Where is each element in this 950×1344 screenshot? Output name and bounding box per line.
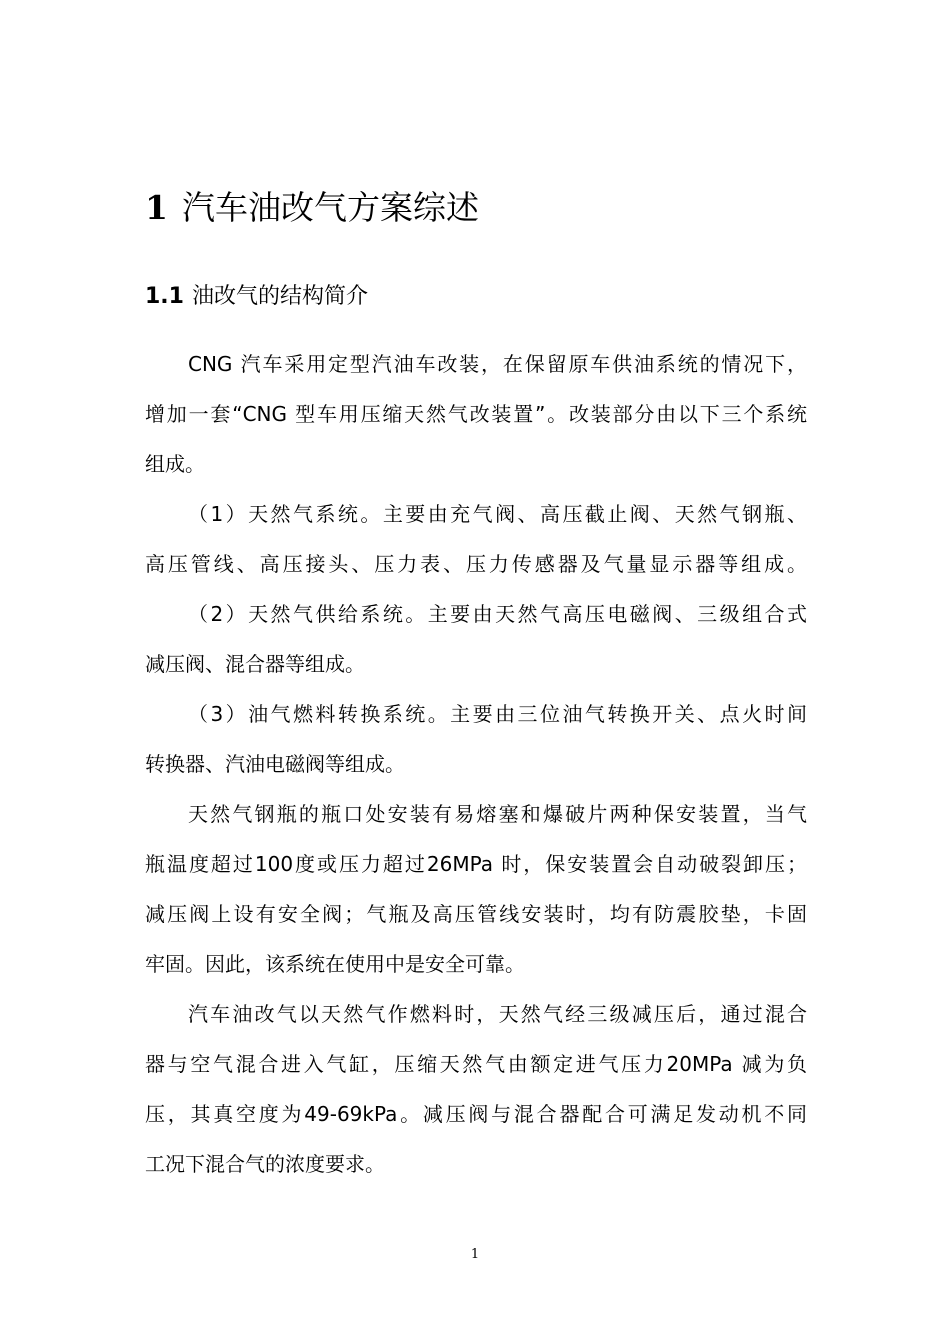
text-line: 减压阀、混合器等组成。: [145, 652, 365, 676]
section-title: 油改气的结构简介: [191, 284, 368, 309]
text-line: 转换器、汽油电磁阀等组成。: [145, 752, 405, 776]
page-number: 1: [470, 1247, 480, 1262]
section-heading: [145, 281, 368, 313]
text-line: 高压管线、高压接头、压力表、压力传感器及气量显示器等组成。: [145, 552, 807, 576]
text-line: 天然气钢瓶的瓶口处安装有易熔塞和爆破片两种保安装置，当气: [188, 802, 807, 826]
text-line: 减压阀上设有安全阀；气瓶及高压管线安装时，均有防震胶垫，卡固: [145, 902, 807, 926]
chapter-title: 汽车油改气方案综述: [181, 188, 479, 227]
section-number: 1.1: [145, 284, 184, 309]
text-line: （3）油气燃料转换系统。主要由三位油气转换开关、点火时间: [188, 702, 807, 726]
text-line: （1）天然气系统。主要由充气阀、高压截止阀、天然气钢瓶、: [188, 502, 807, 526]
text-line: 压，其真空度为49-69kPa。减压阀与混合器配合可满足发动机不同: [145, 1102, 807, 1126]
text-line: （2）天然气供给系统。主要由天然气高压电磁阀、三级组合式: [188, 602, 807, 626]
text-line: 汽车油改气以天然气作燃料时，天然气经三级减压后，通过混合: [188, 1002, 807, 1026]
text-line: 瓶温度超过100度或压力超过26MPa 时，保安装置会自动破裂卸压；: [145, 852, 807, 876]
chapter-number: 1: [145, 188, 168, 227]
text-line: 器与空气混合进入气缸，压缩天然气由额定进气压力20MPa 减为负: [145, 1052, 807, 1076]
chapter-heading: [145, 186, 479, 230]
text-line: CNG 汽车采用定型汽油车改装，在保留原车供油系统的情况下，: [188, 352, 807, 376]
text-line: 牢固。因此，该系统在使用中是安全可靠。: [145, 952, 525, 976]
text-line: 组成。: [145, 452, 205, 476]
text-line: 工况下混合气的浓度要求。: [145, 1152, 385, 1176]
text-line: 增加一套“CNG 型车用压缩天然气改装置”。改装部分由以下三个系统: [145, 402, 807, 426]
